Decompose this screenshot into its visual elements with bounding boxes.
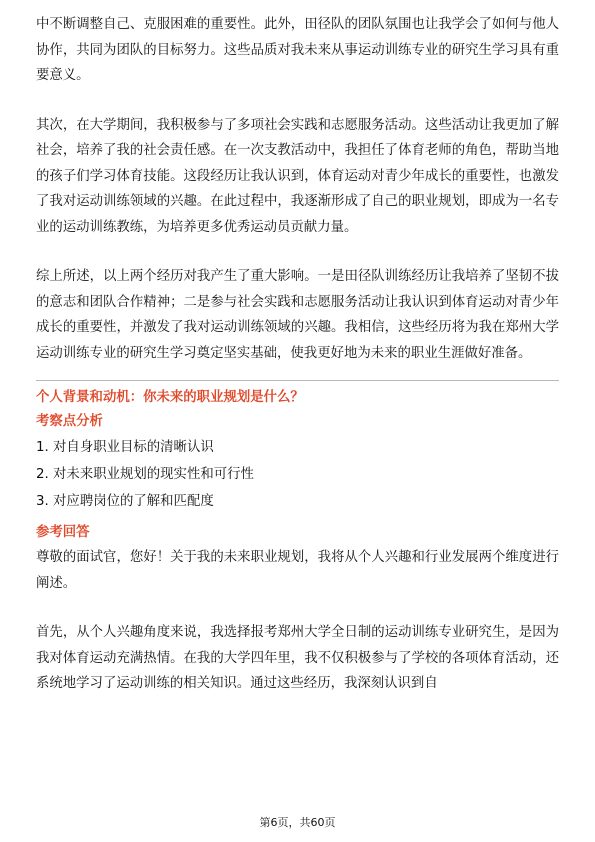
section-divider	[36, 380, 559, 381]
answer-paragraph-1: 尊敬的面试官，您好！关于我的未来职业规划，我将从个人兴趣和行业发展两个维度进行阐述。	[36, 550, 559, 591]
body-paragraph-3: 综上所述，以上两个经历对我产生了重大影响。一是田径队训练经历让我培养了坚韧不拔的意志和团队合作精神；二是参与社会实践和志愿服务活动让我认识到体育运动对青少年成长的重要性，并激发了我对运动训练领域的兴趣。我相信，这些经历将为我在郑州大学运动训练专业的研究生学习奠定坚实基础，使我更好地为未来的职业生涯做好准备。	[36, 269, 559, 361]
analysis-title: 考察点分析	[36, 414, 103, 429]
page-number: 第6页，共60页	[259, 816, 336, 829]
body-paragraph-2: 其次，在大学期间，我积极参与了多项社会实践和志愿服务活动。这些活动让我更加了解社会，培养了我的社会责任感。在一次支教活动中，我担任了体育老师的角色，帮助当地的孩子们学习体育技能。这段经历让我认识到，体育运动对青少年成长的重要性，也激发了我对运动训练领域的兴趣。在此过程中，我逐渐形成了自己的职业规划，即成为一名专业的运动训练教练，为培养更多优秀运动员贡献力量。	[36, 117, 559, 235]
paragraph-gap	[36, 89, 559, 113]
analysis-point-3: 3. 对应聘岗位的了解和匹配度	[36, 494, 214, 509]
body-paragraph-1: 中不断调整自己、克服困难的重要性。此外，田径队的团队氛围也让我学会了如何与他人协作，共同为团队的目标努力。这些品质对我未来从事运动训练专业的研究生学习具有重要意义。	[36, 17, 559, 83]
answer-title: 参考回答	[36, 525, 90, 540]
paragraph-gap	[36, 240, 559, 264]
paragraph-gap	[36, 596, 559, 620]
analysis-point-1: 1. 对自身职业目标的清晰认识	[36, 440, 214, 455]
question-title: 个人背景和动机：你未来的职业规划是什么？	[36, 390, 304, 405]
page-content	[36, 12, 559, 697]
answer-paragraph-2: 首先，从个人兴趣角度来说，我选择报考郑州大学全日制的运动训练专业研究生，是因为我对体育运动充满热情。在我的大学四年里，我不仅积极参与了学校的各项体育活动，还系统地学习了运动训练的相关知识。通过这些经历，我深刻认识到自	[36, 625, 559, 691]
analysis-point-2: 2. 对未来职业规划的现实性和可行性	[36, 467, 254, 482]
